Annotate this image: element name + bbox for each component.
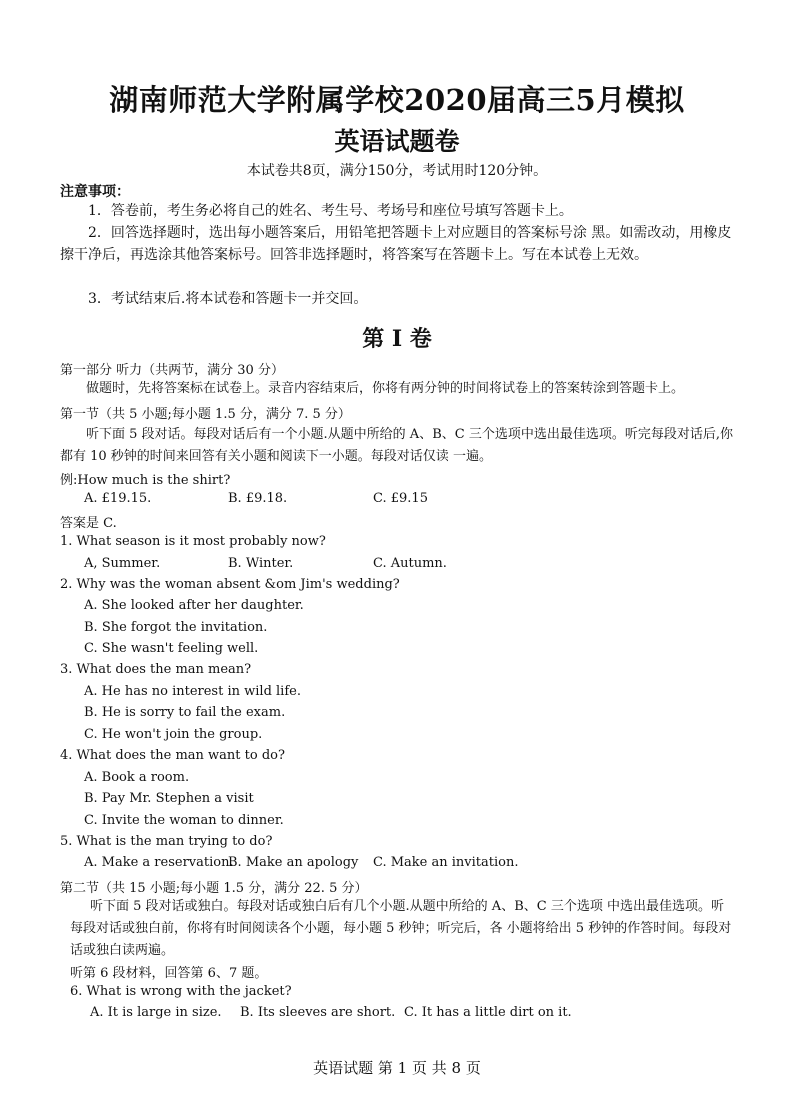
exam-title: 湖南师范大学附属学校2020届高三5月模拟 bbox=[109, 83, 685, 117]
notice-item-1: 1．答卷前，考生务必将自己的姓名、考生号、考场号和座位号填写答题卡上。 bbox=[88, 203, 573, 219]
q6-option-c: C. It has a little dirt on it. bbox=[404, 1005, 572, 1020]
q5-option-a: A. Make a reservation. bbox=[84, 855, 234, 870]
q4-option-a: A. Book a room. bbox=[84, 770, 190, 785]
example-answer: 答案是 C. bbox=[60, 516, 117, 531]
q2-option-a: A. She looked after her daughter. bbox=[84, 598, 304, 613]
question-5: 5. What is the man trying to do? bbox=[60, 834, 273, 849]
part1-instruction: 做题时，先将答案标在试卷上。录音内容结束后，你将有两分钟的时间将试卷上的答案转涂到答题卡上。 bbox=[86, 381, 685, 396]
notice-heading: 注意事项： bbox=[60, 184, 130, 200]
exam-info: 本试卷共8页，满分150分，考试用时120分钟。 bbox=[246, 163, 548, 179]
q5-option-c: C. Make an invitation. bbox=[373, 855, 519, 870]
notice-item-3: 3．考试结束后.将本试卷和答题卡一并交回。 bbox=[88, 291, 368, 307]
exam-subtitle: 英语试题卷 bbox=[334, 127, 460, 156]
section2-instruction: 听下面 5 段对话或独白。每段对话或独白后有几个小题.从题中所给的 A、B、C 三个选项 中选出最佳选项。听每段对话或独白前，你将有时间阅读各个小题，每小题 5 秒钟；听完后，各 小题将给出 5 秒钟的作答时间。每段对话或独白读两遍。 bbox=[70, 899, 732, 958]
notice-item-2: 2．回答选择题时，选出每小题答案后，用铅笔把答题卡上对应题目的答案标号涂 黑。如需改动，用橡皮擦干净后，再选涂其他答案标号。回答非选择题时，将答案写在答题卡上。写在本试卷上无效。 bbox=[60, 225, 732, 263]
volume-heading: 第 I 卷 bbox=[362, 326, 432, 352]
q1-option-b: B. Winter. bbox=[228, 556, 294, 571]
q3-option-c: C. He won't join the group. bbox=[84, 727, 263, 742]
q3-option-b: B. He is sorry to fail the exam. bbox=[84, 705, 286, 720]
question-2: 2. Why was the woman absent &om Jim's wedding? bbox=[60, 577, 400, 592]
question-6: 6. What is wrong with the jacket? bbox=[70, 984, 292, 999]
q2-option-c: C. She wasn't feeling well. bbox=[84, 641, 259, 656]
example-option-a: A. £19.15. bbox=[84, 491, 152, 506]
q3-option-a: A. He has no interest in wild life. bbox=[84, 684, 301, 699]
q1-option-a: A, Summer. bbox=[84, 556, 161, 571]
section2-heading: 第二节（共 15 小题;每小题 1.5 分，满分 22. 5 分） bbox=[60, 881, 368, 896]
q5-option-b: B. Make an apology bbox=[228, 855, 359, 870]
example-option-b: B. £9.18. bbox=[228, 491, 288, 506]
question-1: 1. What season is it most probably now? bbox=[60, 534, 326, 549]
q6-option-b: B. Its sleeves are short. bbox=[240, 1005, 396, 1020]
q4-option-b: B. Pay Mr. Stephen a visit bbox=[84, 791, 254, 806]
example-option-c: C. £9.15 bbox=[373, 491, 428, 506]
material-6-note: 听第 6 段材料，回答第 6、7 题。 bbox=[70, 966, 268, 981]
example-question: 例:How much is the shirt? bbox=[60, 473, 231, 488]
question-3: 3. What does the man mean? bbox=[60, 662, 252, 677]
q6-option-a: A. It is large in size. bbox=[90, 1005, 222, 1020]
question-4: 4. What does the man want to do? bbox=[60, 748, 285, 763]
part1-heading: 第一部分 听力（共两节，满分 30 分） bbox=[60, 363, 284, 378]
section1-heading: 第一节（共 5 小题;每小题 1.5 分，满分 7. 5 分） bbox=[60, 407, 351, 422]
section1-instruction: 听下面 5 段对话。每段对话后有一个小题.从题中所给的 A、B、C 三个选项中选出最佳选项。听完每段对话后,你都有 10 秒钟的时间来回答有关小题和阅读下一小题。每段对话仅读 一遍。 bbox=[60, 427, 733, 464]
q4-option-c: C. Invite the woman to dinner. bbox=[84, 813, 284, 828]
q1-option-c: C. Autumn. bbox=[373, 556, 447, 571]
page-footer: 英语试题 第 1 页 共 8 页 bbox=[313, 1059, 481, 1077]
q2-option-b: B. She forgot the invitation. bbox=[84, 620, 268, 635]
